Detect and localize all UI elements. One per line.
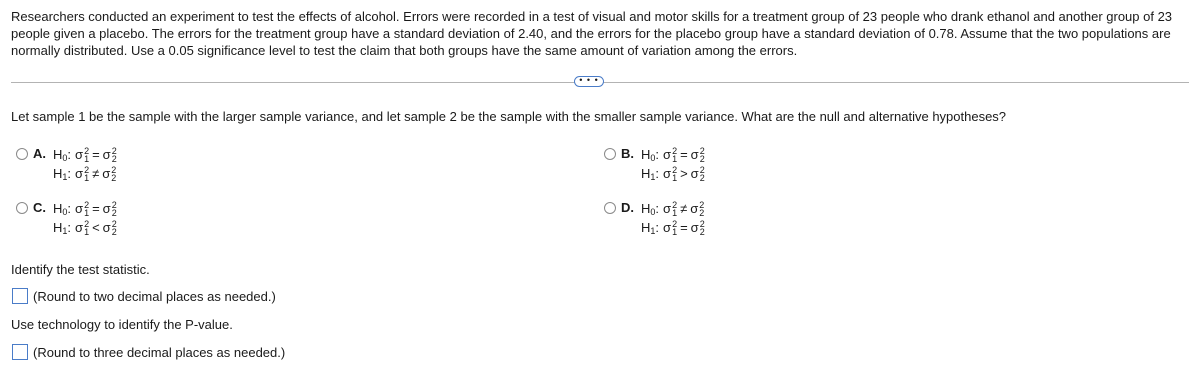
- hypotheses: [53, 145, 117, 183]
- subscript: 1: [84, 207, 90, 218]
- sigma-indices: [112, 201, 117, 217]
- sigma-indices: [700, 147, 705, 163]
- test-statistic-hint: (Round to two decimal places as needed.): [33, 289, 276, 304]
- subscript: 2: [111, 226, 117, 237]
- relation-symbol: ≠: [680, 201, 688, 216]
- sigma-symbol: σ: [663, 166, 672, 181]
- sigma-indices: [112, 220, 117, 236]
- h-letter: H: [53, 166, 63, 181]
- h-letter: H: [53, 147, 63, 162]
- h-letter: H: [53, 201, 63, 216]
- radio-button[interactable]: [604, 148, 616, 160]
- sigma-term: [103, 218, 117, 237]
- colon: :: [655, 220, 660, 235]
- null-hypothesis: [641, 199, 705, 218]
- subscript: 1: [672, 207, 678, 218]
- colon: :: [67, 220, 72, 235]
- null-hypothesis: [53, 199, 117, 218]
- sigma-indices: [672, 201, 677, 217]
- sigma-term: [663, 145, 677, 164]
- test-statistic-input[interactable]: [12, 288, 28, 304]
- sigma-symbol: σ: [663, 220, 672, 235]
- h-subscript: 0: [62, 207, 68, 217]
- sigma-term: [691, 218, 705, 237]
- sigma-term: [663, 199, 677, 218]
- h-letter: H: [53, 220, 63, 235]
- subscript: 2: [699, 226, 705, 237]
- sigma-symbol: σ: [102, 201, 111, 216]
- sigma-symbol: σ: [75, 166, 84, 181]
- sigma-symbol: σ: [102, 166, 111, 181]
- sigma-symbol: σ: [75, 147, 84, 162]
- relation-symbol: =: [680, 220, 688, 235]
- question-text: Let sample 1 be the sample with the larger sample variance, and let sample 2 be the sample with the smaller sample variance. What are the null and alternative hypotheses?: [11, 109, 1007, 124]
- h-subscript: 1: [62, 226, 68, 236]
- sigma-symbol: σ: [75, 201, 84, 216]
- superscript-2: 2: [699, 164, 705, 175]
- option-letter: A.: [33, 146, 46, 161]
- sigma-symbol: σ: [102, 220, 111, 235]
- option-c[interactable]: [16, 199, 117, 237]
- subscript: 1: [84, 226, 90, 237]
- radio-button[interactable]: [604, 202, 616, 214]
- superscript-2: 2: [84, 145, 90, 156]
- subscript: 2: [699, 207, 705, 218]
- h-subscript: 1: [650, 226, 656, 236]
- option-d[interactable]: [604, 199, 705, 237]
- sigma-term: [102, 164, 116, 183]
- h-letter: H: [641, 166, 651, 181]
- h-subscript: 0: [62, 153, 68, 163]
- superscript-2: 2: [699, 218, 705, 229]
- sigma-indices: [699, 201, 704, 217]
- null-hypothesis: [641, 145, 705, 164]
- subscript: 2: [699, 172, 705, 183]
- sigma-term: [663, 164, 677, 183]
- sigma-symbol: σ: [690, 201, 699, 216]
- pvalue-label: Use technology to identify the P-value.: [11, 317, 233, 332]
- sigma-symbol: σ: [690, 166, 699, 181]
- superscript-2: 2: [111, 218, 117, 229]
- relation-symbol: ≠: [92, 166, 100, 181]
- superscript-2: 2: [672, 164, 678, 175]
- sigma-indices: [84, 201, 89, 217]
- colon: :: [655, 147, 660, 162]
- superscript-2: 2: [672, 145, 678, 156]
- sigma-symbol: σ: [690, 220, 699, 235]
- sigma-symbol: σ: [663, 147, 672, 162]
- sigma-term: [663, 218, 677, 237]
- relation-symbol: =: [680, 147, 688, 162]
- sigma-indices: [111, 166, 116, 182]
- sigma-term: [75, 218, 89, 237]
- subscript: 2: [111, 172, 117, 183]
- h-letter: H: [641, 220, 651, 235]
- pvalue-input[interactable]: [12, 344, 28, 360]
- option-letter: C.: [33, 200, 46, 215]
- colon: :: [67, 166, 72, 181]
- superscript-2: 2: [699, 145, 705, 156]
- subscript: 2: [111, 207, 117, 218]
- problem-statement: Researchers conducted an experiment to test the effects of alcohol. Errors were recorded in a test of visual and motor skills for a treatment group of 23 people who drank ethanol and another group of 23 people given a placebo. The errors for the treatment group have a standard deviation of 2.40, and the errors for the placebo group have a standard deviation of 0.78. Assume that the two populations are normally distributed. Use a 0.05 significance level to test the claim that both groups have the same amount of variation among the errors.: [11, 9, 1173, 58]
- hypotheses: [641, 145, 705, 183]
- option-letter: B.: [621, 146, 634, 161]
- radio-button[interactable]: [16, 202, 28, 214]
- subscript: 2: [111, 153, 117, 164]
- sigma-indices: [112, 147, 117, 163]
- subscript: 1: [672, 172, 678, 183]
- sigma-indices: [672, 147, 677, 163]
- subscript: 1: [84, 153, 90, 164]
- superscript-2: 2: [672, 218, 678, 229]
- sigma-term: [690, 199, 704, 218]
- sigma-symbol: σ: [690, 147, 699, 162]
- relation-symbol: =: [92, 201, 100, 216]
- sigma-indices: [672, 166, 677, 182]
- sigma-term: [75, 199, 89, 218]
- hypotheses: [641, 199, 705, 237]
- null-hypothesis: [53, 145, 117, 164]
- h-subscript: 0: [650, 153, 656, 163]
- sigma-term: [103, 199, 117, 218]
- superscript-2: 2: [111, 145, 117, 156]
- expand-more-button[interactable]: • • •: [574, 76, 604, 87]
- sigma-term: [691, 164, 705, 183]
- subscript: 1: [672, 153, 678, 164]
- superscript-2: 2: [84, 164, 90, 175]
- superscript-2: 2: [84, 218, 90, 229]
- superscript-2: 2: [672, 199, 678, 210]
- sigma-indices: [672, 220, 677, 236]
- option-b[interactable]: [604, 145, 705, 183]
- subscript: 1: [672, 226, 678, 237]
- relation-symbol: =: [92, 147, 100, 162]
- option-a[interactable]: [16, 145, 117, 183]
- sigma-indices: [700, 220, 705, 236]
- superscript-2: 2: [111, 164, 117, 175]
- sigma-indices: [84, 220, 89, 236]
- sigma-term: [75, 145, 89, 164]
- relation-symbol: >: [680, 166, 688, 181]
- sigma-term: [75, 164, 89, 183]
- pvalue-hint: (Round to three decimal places as needed.): [33, 345, 286, 360]
- colon: :: [67, 201, 72, 216]
- sigma-indices: [84, 166, 89, 182]
- hypotheses: [53, 199, 117, 237]
- sigma-term: [691, 145, 705, 164]
- sigma-symbol: σ: [75, 220, 84, 235]
- superscript-2: 2: [699, 199, 705, 210]
- sigma-symbol: σ: [663, 201, 672, 216]
- subscript: 1: [84, 172, 90, 183]
- h-subscript: 1: [62, 172, 68, 182]
- colon: :: [655, 201, 660, 216]
- radio-button[interactable]: [16, 148, 28, 160]
- sigma-indices: [700, 166, 705, 182]
- h-subscript: 1: [650, 172, 656, 182]
- colon: :: [67, 147, 72, 162]
- option-letter: D.: [621, 200, 634, 215]
- sigma-symbol: σ: [102, 147, 111, 162]
- sigma-term: [103, 145, 117, 164]
- h-subscript: 0: [650, 207, 656, 217]
- h-letter: H: [641, 147, 651, 162]
- relation-symbol: <: [92, 220, 100, 235]
- superscript-2: 2: [111, 199, 117, 210]
- subscript: 2: [699, 153, 705, 164]
- test-statistic-label: Identify the test statistic.: [11, 262, 150, 277]
- superscript-2: 2: [84, 199, 90, 210]
- h-letter: H: [641, 201, 651, 216]
- colon: :: [655, 166, 660, 181]
- sigma-indices: [84, 147, 89, 163]
